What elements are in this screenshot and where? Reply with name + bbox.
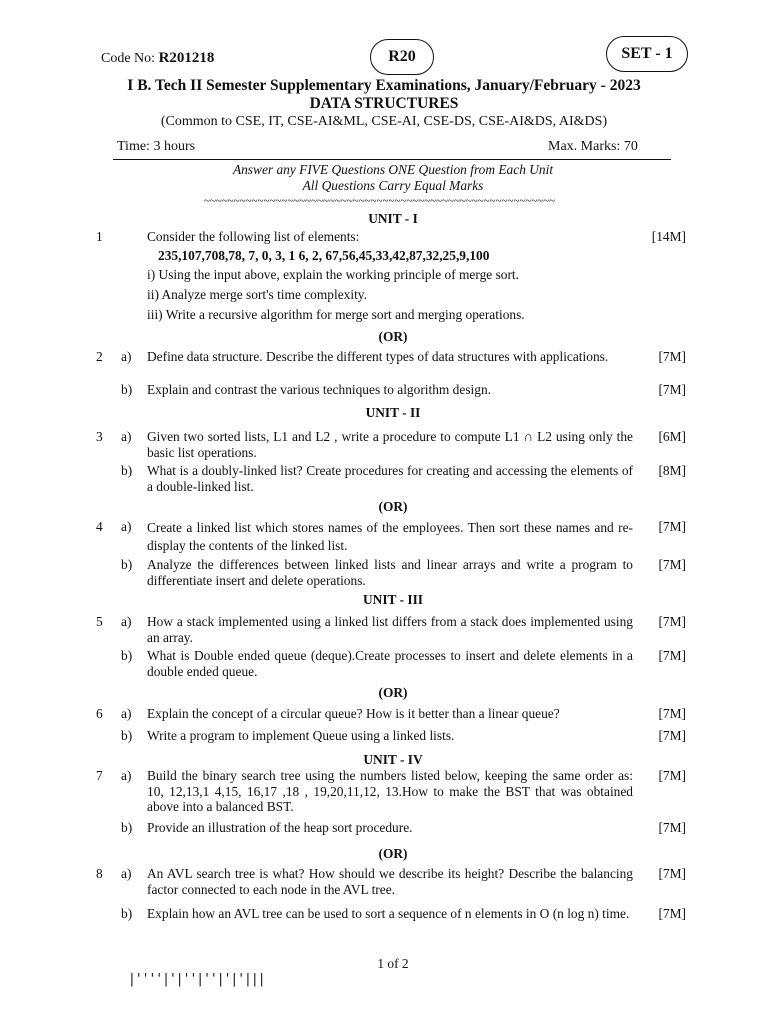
sub-question: i) Using the input above, explain the working principle of merge sort. (147, 267, 520, 282)
question-marks: [6M] (658, 429, 686, 444)
question-marks: [7M] (658, 614, 686, 629)
question-marks: [7M] (658, 768, 686, 783)
instruction-line-1: Answer any FIVE Questions ONE Question from Each Unit (232, 162, 554, 177)
question-number: 1 (96, 229, 103, 244)
question-number: 6 (96, 706, 103, 721)
question-number: 3 (96, 429, 103, 444)
question-marks: [7M] (658, 706, 686, 721)
question-marks: [8M] (658, 463, 686, 478)
exam-time: Time: 3 hours (117, 139, 196, 154)
tilde-divider: ~~~~~~~~~~~~~~~~~~~~~~~~~~~~~~~~~~~~~~~~~~~~~~~~~~~~~~~~~~~ (204, 195, 556, 207)
question-text: Explain and contrast the various techniques to algorithm design. (147, 382, 491, 397)
question-marks: [7M] (658, 728, 686, 743)
part-label: b) (121, 382, 133, 397)
question-marks: [7M] (658, 557, 686, 572)
set-badge: SET - 1 (606, 36, 688, 72)
question-number: 5 (96, 614, 103, 629)
or-separator: (OR) (378, 685, 408, 700)
unit-3-heading: UNIT - III (362, 592, 424, 607)
question-marks: [7M] (658, 519, 686, 534)
exam-title: I B. Tech II Semester Supplementary Examinations, January/February - 2023 (127, 77, 641, 94)
question-marks: [7M] (658, 648, 686, 663)
question-text: How a stack implemented using a linked list differs from a stack does implemented using an array. (147, 614, 633, 645)
or-separator: (OR) (378, 499, 408, 514)
regulation-badge: R20 (370, 39, 434, 75)
part-label: a) (121, 429, 132, 444)
part-label: b) (121, 463, 133, 478)
part-label: a) (121, 768, 132, 783)
question-marks: [7M] (658, 906, 686, 921)
question-text: Explain how an AVL tree can be used to sort a sequence of n elements in O (n log n) time. (147, 906, 630, 921)
question-number: 8 (96, 866, 103, 881)
question-marks: [7M] (658, 382, 686, 397)
code-value: R201218 (158, 50, 215, 66)
unit-4-heading: UNIT - IV (363, 752, 423, 767)
question-text: Write a program to implement Queue using a linked lists. (147, 728, 455, 743)
element-list: 235,107,708,78, 7, 0, 3, 1 6, 2, 67,56,45,33,42,87,32,25,9,100 (158, 248, 490, 263)
subject-title: DATA STRUCTURES (309, 95, 459, 112)
part-label: b) (121, 820, 133, 835)
question-text: Explain the concept of a circular queue? How is it better than a linear queue? (147, 706, 560, 721)
part-label: b) (121, 728, 133, 743)
part-label: a) (121, 706, 132, 721)
question-number: 7 (96, 768, 103, 783)
unit-2-heading: UNIT - II (365, 405, 421, 420)
part-label: a) (121, 519, 132, 534)
part-label: a) (121, 349, 132, 364)
unit-1-heading: UNIT - I (368, 211, 418, 226)
part-label: a) (121, 866, 132, 881)
code-label: Code No: (101, 51, 156, 66)
question-text: Define data structure. Describe the different types of data structures with applications. (147, 349, 609, 364)
sub-question: ii) Analyze merge sort's time complexity. (147, 287, 367, 302)
part-label: a) (121, 614, 132, 629)
header-divider (113, 159, 671, 160)
part-label: b) (121, 648, 133, 663)
sub-question: iii) Write a recursive algorithm for merge sort and merging operations. (147, 307, 525, 322)
question-text: Build the binary search tree using the numbers listed below, keeping the same order as: 10, 12,13,1 4,15, 16,17 ,18 , 19,20,11,12, 13.How to make the BST that was obtained above into a balanced BST. (147, 768, 633, 814)
code-number (101, 51, 214, 67)
question-marks: [7M] (658, 349, 686, 364)
question-text: Create a linked list which stores names of the employees. Then sort these names and re-display the contents of the linked list. (147, 520, 633, 553)
question-text: Consider the following list of elements: (147, 229, 360, 244)
question-text: An AVL search tree is what? How should we describe its height? Describe the balancing factor connected to each node in the AVL tree. (147, 866, 633, 897)
question-number: 2 (96, 349, 103, 364)
part-label: b) (121, 557, 133, 572)
question-marks: [7M] (658, 820, 686, 835)
question-number: 4 (96, 519, 103, 534)
max-marks: Max. Marks: 70 (548, 139, 638, 154)
part-label: b) (121, 906, 133, 921)
question-text: Analyze the differences between linked lists and linear arrays and write a program to differentiate insert and delete operations. (147, 557, 633, 588)
question-text: Provide an illustration of the heap sort procedure. (147, 820, 413, 835)
question-text: What is Double ended queue (deque).Create processes to insert and delete elements in a double ended queue. (147, 648, 633, 679)
instruction-line-2: All Questions Carry Equal Marks (302, 178, 484, 193)
page-number: 1 of 2 (377, 956, 409, 971)
or-separator: (OR) (378, 329, 408, 344)
question-text: Given two sorted lists, L1 and L2 , write a procedure to compute L1 ∩ L2 using only the basic list operations. (147, 429, 633, 460)
question-marks: [7M] (658, 866, 686, 881)
common-branches: (Common to CSE, IT, CSE-AI&ML, CSE-AI, CSE-DS, CSE-AI&DS, AI&DS) (160, 114, 608, 129)
barcode: |''''|'|''|''|'|'||| (128, 972, 265, 987)
or-separator: (OR) (378, 846, 408, 861)
question-marks: [14M] (651, 229, 686, 244)
question-text: What is a doubly-linked list? Create procedures for creating and accessing the elements of a double-linked list. (147, 463, 633, 494)
